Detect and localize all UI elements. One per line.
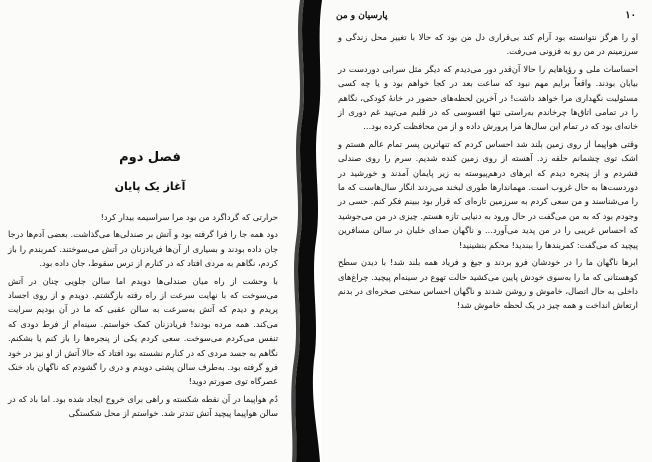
running-head (336, 10, 636, 21)
chapter-title: فصل دوم (119, 150, 181, 165)
paragraph: او را هرگز نتوانسته بود آرام کند بی‌قراری دل من بود که حالا با تغییر محل زندگی و سرزمینم در من رو به فزونی می‌رفت. (338, 32, 638, 57)
paragraph: دود همه جا را فرا گرفته بود و آتش بر صندلی‌ها می‌گذاشت. بعضی آدم‌ها درجا جان داده بودند و بسیاری از آن‌ها فریادزنان در آتش می‌سوختند. کمربندم را باز کردم، نگاهم به مردی افتاد که در کنارم از ترس سقوط، جان داده بود. (8, 229, 278, 269)
running-title: پارسیان و من (336, 11, 388, 21)
book-spine-shadow (286, 0, 336, 462)
chapter-subtitle: آغاز یک پایان (114, 180, 186, 193)
paragraph: وقتی هواپیما از روی زمین بلند شد احساس کردم که تنهاترین پسر تمام عالم هستم و اشک توی چشمانم حلقه زد. آهسته از روی زمین کنده شدیم. سرم را روی صندلی فشردم و از پنجره دیدم که ابرهای درهم‌پیوسته به زیر پایمان آمدند و خورشید در دوردست‌ها به حال غروب است. مهماندارها طوری لبخند می‌زدند انگار سال‌هاست که ما را می‌شناسند و من سعی کردم به سرزمین تازه‌ای که قرار بود ببینم فکر کنم. حسی در وجودم بود که به من می‌گفت در حال ورود به دنیایی تازه هستم. چیزی در من می‌جوشید که احساس غریبی را در من پدید می‌آورد... و ناگهان صدای خلبان در سالن مسافرین پیچید که می‌گفت: کمربندها را ببندید! محکم بنشینید! (338, 138, 638, 250)
paragraph: ابرها ناگهان ما را در خودشان فرو بردند و جیغ و فریاد همه بلند شد! با دیدن سطح کوهستانی که ما را به‌سوی خودش پایین می‌کشید حالت تهوع در سینه‌ام پیچید. چراغ‌های داخلی به حال اتصال، خاموش و روشن شدند و ناگهان احساس سختی صخره‌ای در بدنم ارتعاش انداخت و همه چیز در یک لحظه خاموش شد! (338, 257, 638, 311)
paragraph: با وحشت از راه میان صندلی‌ها دویدم اما سالن جلویی چنان در آتش می‌سوخت که با نهایت سرعت از راه رفته بازگشتم. دویدم و از روی اجساد پریدم و دیدم که آتش به‌سرعت به سالن عقبی که ما در آن بودیم سرایت می‌کند. همه مرده بودند! فریادزنان کمک خواستم. سینه‌ام از فرط دودی که تنفس می‌کردم می‌سوخت. سعی کردم یکی از پنجره‌ها را باز کنم یا بشکنم. نگاهم به جسد مردی که در کنارم نشسته بود افتاد که حالا آتش از او نیز در خود فرو گرفته بود. به‌طرف سالن پشتی دویدم و دری را گشودم که ناگهان باد خنک عصرگاه توی صورتم دوید! (8, 275, 278, 387)
left-page-body (8, 210, 278, 424)
right-page-body (338, 30, 638, 316)
paragraph: دُم هواپیما در آن نقطه شکسته و راهی برای خروج ایجاد شده بود. اما باد که در سالن هواپیما پیچید آتش تندتر شد. خواستم از محل شکستگی (8, 393, 278, 419)
page-number: ۱۰ (625, 10, 636, 21)
paragraph: احساسات ملی و رؤیاهایم را حالا آن‌قدر دور می‌دیدم که دیگر مثل سرابی دوردست در بیابان بودند. واقعاً برایم مهم نبود که ساعت بعد در کجا خواهم بود و یا چه کسی مسئولیت نگهداری مرا خواهد داشت! در آخرین لحظه‌های حضور در خانهٔ کودکی، نگاهم را در تمامی اتاق‌ها چرخاندم به‌راستی تنها افسوسی که در قلبم می‌تپید غم دوری از خانه‌ای بود که در تمام این سال‌ها مرا پرورش داده و از من محافظت کرده بود... (338, 63, 638, 132)
right-page (322, 0, 652, 462)
left-page (0, 0, 300, 462)
paragraph: حرارتی که گرداگرد من بود مرا سراسیمه بیدار کرد! (100, 212, 278, 222)
